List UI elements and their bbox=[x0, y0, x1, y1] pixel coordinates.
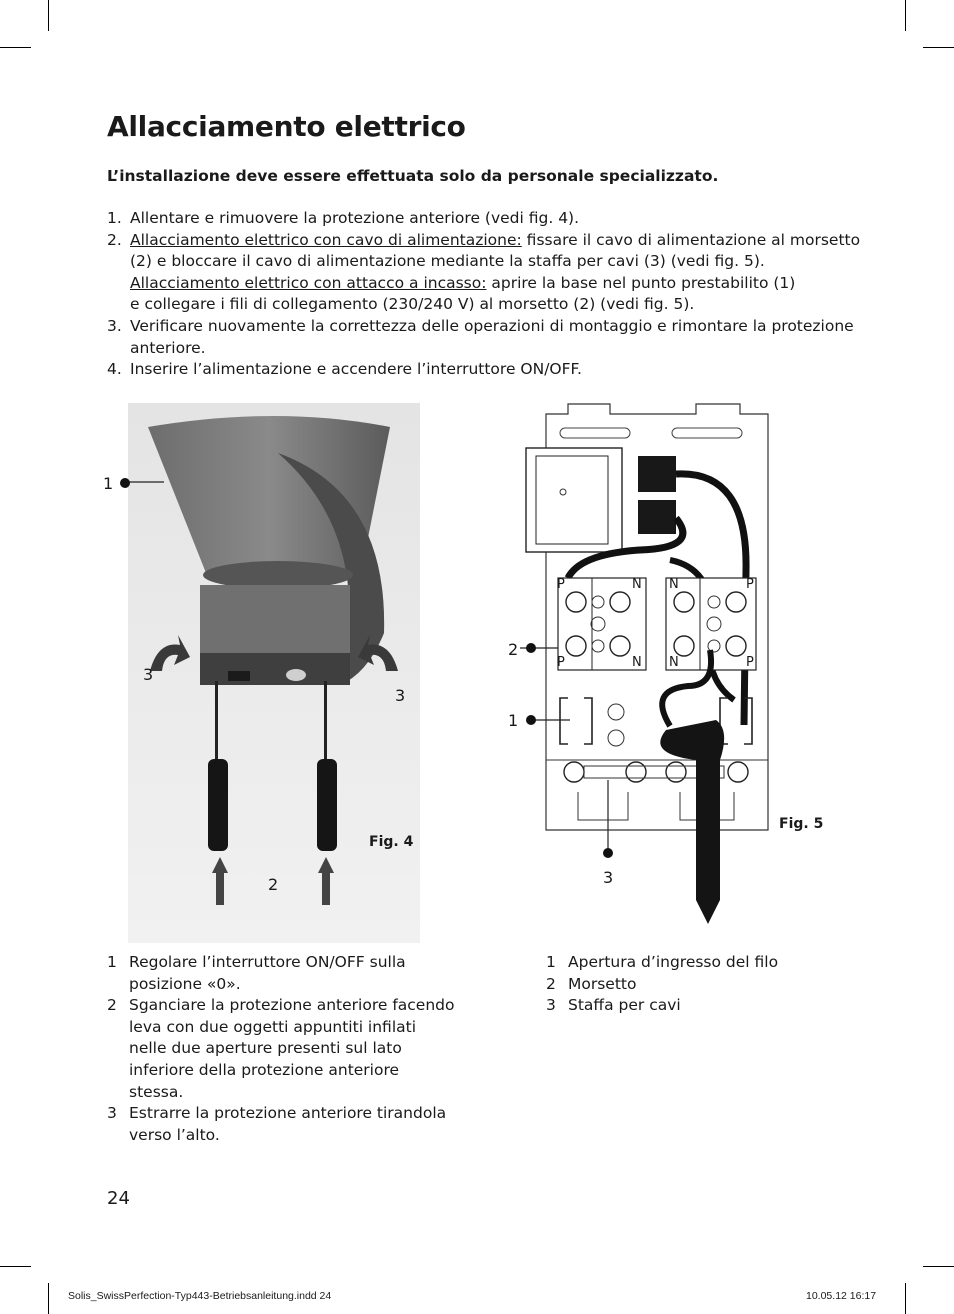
crop-mark bbox=[48, 1283, 49, 1314]
step-number: 4. bbox=[107, 360, 122, 379]
terminal-label-n: N bbox=[669, 655, 679, 670]
screw-icon bbox=[566, 636, 586, 656]
terminal-label-n: N bbox=[632, 577, 642, 592]
terminal-label-p: P bbox=[746, 577, 754, 592]
screw-icon bbox=[674, 636, 694, 656]
terminal-label-p: P bbox=[557, 655, 565, 670]
legend-fig5 bbox=[546, 952, 886, 1017]
front-cover-illustration bbox=[128, 403, 420, 943]
fig4-callout-3-left: 3 bbox=[143, 665, 154, 684]
tool-handle bbox=[317, 759, 337, 851]
step-text: Verificare nuovamente la correttezza delle operazioni di montaggio e rimontare la protezione anteriore. bbox=[130, 316, 854, 357]
footer-date: 10.05.12 16:17 bbox=[806, 1290, 877, 1302]
subtitle: L’installazione deve essere effettuata solo da personale specializzato. bbox=[107, 167, 719, 185]
crop-mark bbox=[48, 0, 49, 31]
fig4-callout-3-right: 3 bbox=[395, 686, 406, 705]
tool-handle bbox=[208, 759, 228, 851]
screw-icon bbox=[566, 592, 586, 612]
callout-dot bbox=[120, 478, 130, 488]
screw-icon bbox=[726, 636, 746, 656]
list-item: 2 Sganciare la protezione anteriore facendo leva con due oggetti appuntiti infilati nelle due aperture presenti sul lato inferiore della protezione anteriore stessa. bbox=[107, 996, 455, 1101]
callout-dot bbox=[526, 643, 536, 653]
screw-icon bbox=[666, 762, 686, 782]
cover-base bbox=[200, 653, 350, 685]
step-text: fissare il cavo di alimentazione al morsetto (2) e bloccare il cavo di alimentazione mediante la staffa per cavi (3) (vedi fig. 5). bbox=[130, 230, 861, 271]
list-item: 3 Estrarre la protezione anteriore tirandola verso l’alto. bbox=[107, 1104, 447, 1144]
step-2 bbox=[107, 230, 867, 316]
instruction-steps bbox=[107, 208, 867, 381]
fig5-label: Fig. 5 bbox=[779, 816, 824, 832]
tool-shaft bbox=[324, 681, 327, 771]
callout-dot bbox=[603, 848, 613, 858]
connector bbox=[638, 500, 676, 534]
terminal-label-n: N bbox=[669, 577, 679, 592]
fig4-callout-2: 2 bbox=[268, 875, 279, 894]
page-title: Allacciamento elettrico bbox=[107, 110, 466, 143]
fig5-callout-3: 3 bbox=[603, 868, 614, 887]
step-text: Inserire l’alimentazione e accendere l’interruttore ON/OFF. bbox=[130, 360, 582, 379]
callout-dot bbox=[526, 715, 536, 725]
legend-fig4 bbox=[107, 952, 457, 1146]
step-number: 1. bbox=[107, 209, 122, 227]
footer-filename: Solis_SwissPerfection-Typ443-Betriebsanleitung.indd 24 bbox=[68, 1290, 332, 1302]
crop-mark bbox=[905, 1283, 906, 1314]
cable-end bbox=[696, 900, 720, 924]
step-3 bbox=[107, 316, 867, 359]
step-text: Allentare e rimuovere la protezione anteriore (vedi fig. 4). bbox=[130, 209, 580, 227]
fig5-callout-2: 2 bbox=[508, 640, 519, 659]
terminal-label-n: N bbox=[632, 655, 642, 670]
fig4-label: Fig. 4 bbox=[369, 834, 414, 850]
screw-icon bbox=[674, 592, 694, 612]
fig5-callout-1: 1 bbox=[508, 711, 519, 730]
terminal-label-p: P bbox=[557, 577, 565, 592]
step-heading-cable: Allacciamento elettrico con cavo di alimentazione: bbox=[130, 230, 522, 249]
tool-shaft bbox=[215, 681, 218, 771]
step-number: 3. bbox=[107, 316, 122, 335]
fig4-callout-1: 1 bbox=[103, 474, 114, 493]
cover-slot bbox=[228, 671, 250, 681]
page-number: 24 bbox=[107, 1188, 130, 1209]
screw-icon bbox=[728, 762, 748, 782]
terminal-label-p: P bbox=[746, 655, 754, 670]
list-item: 1 Apertura d’ingresso del filo bbox=[546, 953, 779, 971]
step-number: 2. bbox=[107, 230, 122, 249]
step-4 bbox=[107, 359, 867, 381]
step-heading-flush: Allacciamento elettrico con attacco a incasso: bbox=[130, 273, 487, 292]
crop-mark bbox=[923, 47, 954, 48]
step-text: e collegare i fili di collegamento (230/240 V) al morsetto (2) (vedi fig. 5). bbox=[130, 295, 695, 314]
screw-icon bbox=[726, 592, 746, 612]
screw-icon bbox=[610, 592, 630, 612]
list-item: 3 Staffa per cavi bbox=[546, 996, 681, 1015]
crop-mark bbox=[0, 1266, 31, 1267]
step-text: aprire la base nel punto prestabilito (1) bbox=[486, 273, 796, 292]
connector bbox=[638, 456, 676, 492]
screw-icon bbox=[610, 636, 630, 656]
crop-mark bbox=[0, 47, 31, 48]
step-1 bbox=[107, 208, 867, 230]
figure-4 bbox=[128, 403, 420, 943]
cover-rim bbox=[203, 561, 353, 589]
screw-icon bbox=[626, 762, 646, 782]
crop-mark bbox=[905, 0, 906, 31]
list-item: 2 Morsetto bbox=[546, 974, 637, 993]
list-item: 1 Regolare l’interruttore ON/OFF sulla posizione «0». bbox=[107, 953, 406, 993]
cover-screw bbox=[286, 669, 306, 681]
crop-mark bbox=[923, 1266, 954, 1267]
screw-icon bbox=[564, 762, 584, 782]
